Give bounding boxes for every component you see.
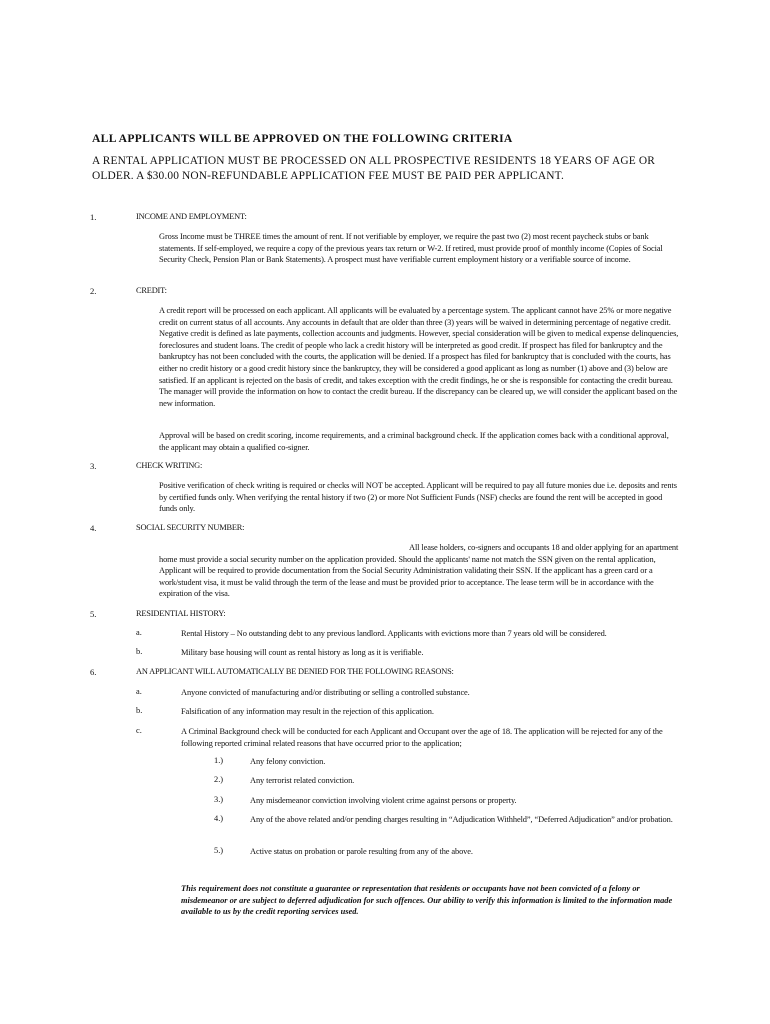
criminal-item-number: 5.) bbox=[214, 846, 224, 855]
list-item-letter: c. bbox=[136, 726, 142, 735]
section-title: INCOME AND EMPLOYMENT: bbox=[136, 212, 247, 221]
list-item-text: Military base housing will count as rental history as long as it is verifiable. bbox=[181, 648, 424, 657]
list-item-text: Rental History – No outstanding debt to any previous landlord. Applicants with evictions more than 7 years old will be considered. bbox=[181, 629, 607, 638]
section-paragraph: Gross Income must be THREE times the amount of rent. If not verifiable by employer, we require the past two (2) most recent paycheck stubs or bank statements. If self-employed, we require a copy of the previous years tax return or W-2. If retired, must provide proof of monthly income (Copies of Social Security Check, Pension Plan or Bank Statements). A prospect must have verifiable current employment history or a verifiable source of income. bbox=[159, 232, 663, 265]
section-number: 5. bbox=[90, 609, 97, 619]
section-paragraph: A credit report will be processed on each applicant. All applicants will be evaluated by a percentage system. The applicant cannot have 25% or more negative credit on current status of all accounts. Any accounts in default that are older than three (3) years will be waived in determining percentage of negative credit. Negative credit is defined as late payments, collection accounts and judgments. However, special consideration will be given to medical expense delinquencies, foreclosures and student loans. The credit of people who lack a credit history will be interpreted as good credit. If prospect has filed for bankruptcy and the bankruptcy has not been concluded with the courts, the application will be denied. If a prospect has filed for bankruptcy that is concluded with the courts, has either no credit history or a good credit history since the bankruptcy, they will be considered a good applicant as long as number (1) above and (3) below are satisfied. If an applicant is rejected on the basis of credit, and takes exception with the credit findings, he or she is responsible for contacting the credit bureau. The manager will provide the information on how to contact the credit bureau. If the discrepancy can be cleared up, we will consider the applicant based on the new information. bbox=[159, 306, 679, 408]
intro-paragraph: A RENTAL APPLICATION MUST BE PROCESSED ON ALL PROSPECTIVE RESIDENTS 18 YEARS OF AGE OR OLDER. A $30.00 NON-REFUNDABLE APPLICATION FEE MUST BE PAID PER APPLICANT. bbox=[92, 155, 656, 182]
section-number: 6. bbox=[90, 667, 97, 677]
list-item-text: Anyone convicted of manufacturing and/or distributing or selling a controlled substance. bbox=[181, 688, 470, 697]
section-title: CHECK WRITING: bbox=[136, 461, 203, 470]
list-item-text: Falsification of any information may result in the rejection of this application. bbox=[181, 707, 434, 716]
section-number: 3. bbox=[90, 461, 97, 471]
criminal-item-number: 3.) bbox=[214, 795, 224, 804]
section-paragraph: Positive verification of check writing is required or checks will NOT be accepted. Applicant will be required to pay all future monies due i.e. deposits and rents by certified funds only. When verifying the rental history if two (2) or more Not Sufficient Funds (NSF) checks are found the rent will be accepted in good funds only. bbox=[159, 481, 677, 514]
list-item-letter: a. bbox=[136, 628, 142, 637]
section-title: AN APPLICANT WILL AUTOMATICALLY BE DENIED FOR THE FOLLOWING REASONS: bbox=[136, 667, 454, 676]
list-item-letter: b. bbox=[136, 706, 143, 715]
section-title: CREDIT: bbox=[136, 286, 167, 295]
section-title: RESIDENTIAL HISTORY: bbox=[136, 609, 226, 618]
list-item-letter: b. bbox=[136, 647, 143, 656]
criminal-item-number: 2.) bbox=[214, 775, 224, 784]
list-item-text: A Criminal Background check will be conducted for each Applicant and Occupant over the age of 18. The application will be rejected for any of the following reported criminal related reasons that have occurred prior to the application; bbox=[181, 727, 663, 748]
section-paragraph: Approval will be based on credit scoring, income requirements, and a criminal background check. If the application comes back with a conditional approval, the applicant may obtain a qualified co-signer. bbox=[159, 431, 669, 452]
criminal-item-number: 4.) bbox=[214, 814, 224, 823]
criminal-item-text: Any terrorist related conviction. bbox=[250, 776, 355, 785]
section-number: 1. bbox=[90, 212, 97, 222]
criminal-item-number: 1.) bbox=[214, 756, 224, 765]
criminal-item-text: Any of the above related and/or pending charges resulting in “Adjudication Withheld”, “Deferred Adjudication” and/or probation. bbox=[250, 815, 673, 824]
section-number: 2. bbox=[90, 286, 97, 296]
section-title: SOCIAL SECURITY NUMBER: bbox=[136, 523, 245, 532]
criminal-item-text: Any felony conviction. bbox=[250, 757, 326, 766]
criminal-item-text: Any misdemeanor conviction involving violent crime against persons or property. bbox=[250, 796, 517, 805]
section-number: 4. bbox=[90, 523, 97, 533]
list-item-letter: a. bbox=[136, 687, 142, 696]
disclaimer-text: This requirement does not constitute a guarantee or representation that residents or occupants have not been convicted of a felony or misdemeanor or are subject to deferred adjudication for such offences. Our ability to verify this information is limited to the information made available to us by the credit reporting services used. bbox=[181, 884, 673, 917]
section-paragraph: All lease holders, co-signers and occupants 18 and older applying for an apartment home must provide a social security number on the application provided. Should the applicants' name not match the SSN given on the rental application, Applicant will be required to provide documentation from the Social Security Administration validating their SSN. If the applicant has a green card or a work/student visa, it must be valid through the term of the lease and must be provided prior to acceptance. The lease term will be in accordance with the expiration of the visa. bbox=[159, 543, 679, 599]
criminal-item-text: Active status on probation or parole resulting from any of the above. bbox=[250, 847, 473, 856]
page-heading: ALL APPLICANTS WILL BE APPROVED ON THE FOLLOWING CRITERIA bbox=[92, 132, 513, 145]
